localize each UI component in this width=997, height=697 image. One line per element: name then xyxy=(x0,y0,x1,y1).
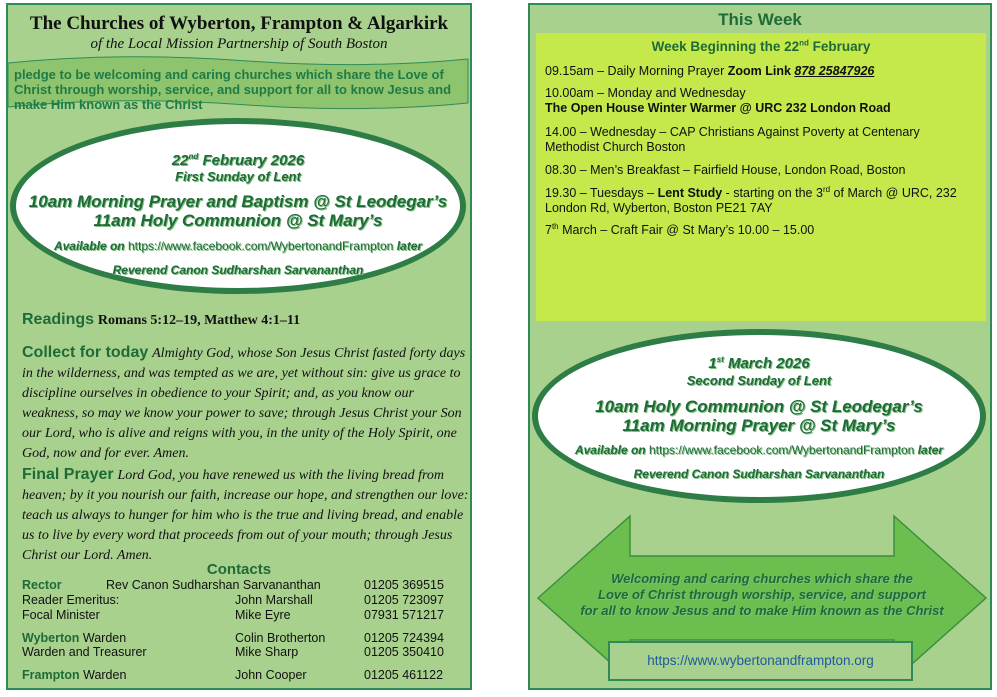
readings-section xyxy=(22,310,470,330)
website-link[interactable]: https://www.wybertonandframpton.org xyxy=(608,641,913,681)
availability-line: Available on https://www.facebook.com/WybertonandFrampton later xyxy=(53,239,423,253)
zoom-link[interactable]: 878 25847926 xyxy=(794,64,875,78)
service-1: 10am Holy Communion @ St Leodegar’s xyxy=(595,397,923,416)
right-panel xyxy=(528,3,992,690)
this-week-title: This Week xyxy=(718,10,802,29)
week-events-box xyxy=(536,33,986,321)
service-oval xyxy=(532,329,986,503)
collect-section xyxy=(22,343,470,463)
welcome-statement: Welcoming and caring churches which share the Love of Christ through worship, service, and support for all to know Jesus and to make Him known as the Christ xyxy=(580,571,944,618)
service-oval xyxy=(10,118,466,294)
service-1: 10am Morning Prayer and Baptism @ St Leodegar’s xyxy=(28,192,448,211)
collect-label: Collect for today xyxy=(22,344,149,361)
event-item: 09.15am – Daily Morning Prayer Zoom Link 878 25847926 xyxy=(545,64,875,78)
sunday-label: First Sunday of Lent xyxy=(175,169,301,184)
collect-text: Almighty God, whose Son Jesus Christ fasted forty days in the wilderness, and was tempted as we are, yet without sin: give us grace to discipline ourselves in obedience to your Spirit; and, as you know our weakness, so may we know your power to save; through Jesus Christ your Son our Lord, who is alive and reigns with you, in the unity of the Holy Spirit, one God, now and for ever. Amen. xyxy=(22,346,466,461)
reverend-name: Reverend Canon Sudharshan Sarvananthan xyxy=(633,467,885,481)
week-beginning-heading: Week Beginning the 22nd February xyxy=(651,38,871,54)
pledge-text: pledge to be welcoming and caring churches which share the Love of Christ through worship, service, and support for all to know Jesus and make Him known as the Christ xyxy=(14,67,452,112)
event-item: 10.00am – Monday and Wednesday The Open House Winter Warmer @ URC 232 London Road xyxy=(545,86,891,115)
final-prayer-text: Lord God, you have renewed us with the living bread from heaven; by it you nourish our faith, increase our hope, and strengthen our love: teach us always to hunger for him who is the true and living bread, and enable us to live by every word that proceeds from out of your mouth; through Jesus Christ our Lord. Amen. xyxy=(22,468,469,563)
final-prayer-label: Final Prayer xyxy=(22,466,114,483)
event-item: 19.30 – Tuesdays – Lent Study - starting on the 3rd of March @ URC, 232 London Rd, Wyberton, Boston PE21 7AY xyxy=(545,184,957,215)
contacts-title: Contacts xyxy=(206,561,272,578)
readings-text: Romans 5:12–19, Matthew 4:1–11 xyxy=(97,313,301,328)
service-date: 22nd February 2026 xyxy=(171,152,305,169)
final-prayer-section xyxy=(22,465,470,565)
reverend-name: Reverend Canon Sudharshan Sarvananthan xyxy=(112,263,364,277)
left-panel: The Churches of Wyberton, Frampton & Algarkirk of the Local Mission Partnership of South Boston pledge to be welcoming and caring churches which share the Love of Christ through worship, service, and support for all to know Jesus and make Him known as the Christ 22nd February 2026 First Sunday of Lent 10am Morning Prayer and Baptism @ St Leodegar’s 11am Holy Communion @ St Mary’s Available on https://www.facebook.com/WybertonandFrampton later Reverend Canon Sudharshan Sarvananthan Readings Romans 5:12–19, Matthew 4:1–11 Collect for today Almighty God, whose Son Jesus Christ fasted forty days in the wilderness, and was tempted as we are, yet without sin: give us grace to discipline ourselves in obedience to your Spirit; and, as you know our weakness, so may we know your power to save; through Jesus Christ your Son our Lord, who is alive and reigns with you, in the unity of the Holy Spirit, one God, now and for ever. Amen. Final Prayer Lord God, you have renewed us with the living bread from heaven; by it you nourish our faith, increase our hope, and strengthen our love: teach us always to hunger for him who is the true and living bread, and enable us to live by every word that proceeds from out of your mouth; through Jesus Christ our Lord. Amen. Contacts Rector Rev Canon Sudharshan Sarvananthan 01205 369515 Reader Emeritus: John Marshall 01205 723097 Focal Minister Mike Eyre 07931 571217 Wyberton Warden Colin Brotherton 01205 724394 Warden and Treasurer Mike Sharp 01205 350410 Frampton Warden John Cooper 01205 461122 xyxy=(6,3,472,690)
readings-label: Readings xyxy=(22,311,95,328)
service-2: 11am Morning Prayer @ St Mary’s xyxy=(622,416,896,435)
facebook-link[interactable]: https://www.facebook.com/WybertonandFrampton xyxy=(648,443,915,457)
availability-line: Available on https://www.facebook.com/WybertonandFrampton later xyxy=(574,443,944,457)
event-item: 08.30 – Men’s Breakfast – Fairfield House, London Road, Boston xyxy=(545,163,906,177)
service-2: 11am Holy Communion @ St Mary’s xyxy=(93,211,383,230)
service-date: 1st March 2026 xyxy=(708,355,810,372)
event-item: 14.00 – Wednesday – CAP Christians Against Poverty at Centenary Methodist Church Boston xyxy=(545,125,920,154)
facebook-link[interactable]: https://www.facebook.com/WybertonandFrampton xyxy=(127,239,394,253)
sunday-label: Second Sunday of Lent xyxy=(686,373,832,388)
partnership-subtitle: of the Local Mission Partnership of South Boston xyxy=(90,36,388,52)
event-item: 7th March – Craft Fair @ St Mary’s 10.00 – 15.00 xyxy=(545,221,815,237)
churches-title: The Churches of Wyberton, Frampton & Algarkirk xyxy=(29,13,449,34)
